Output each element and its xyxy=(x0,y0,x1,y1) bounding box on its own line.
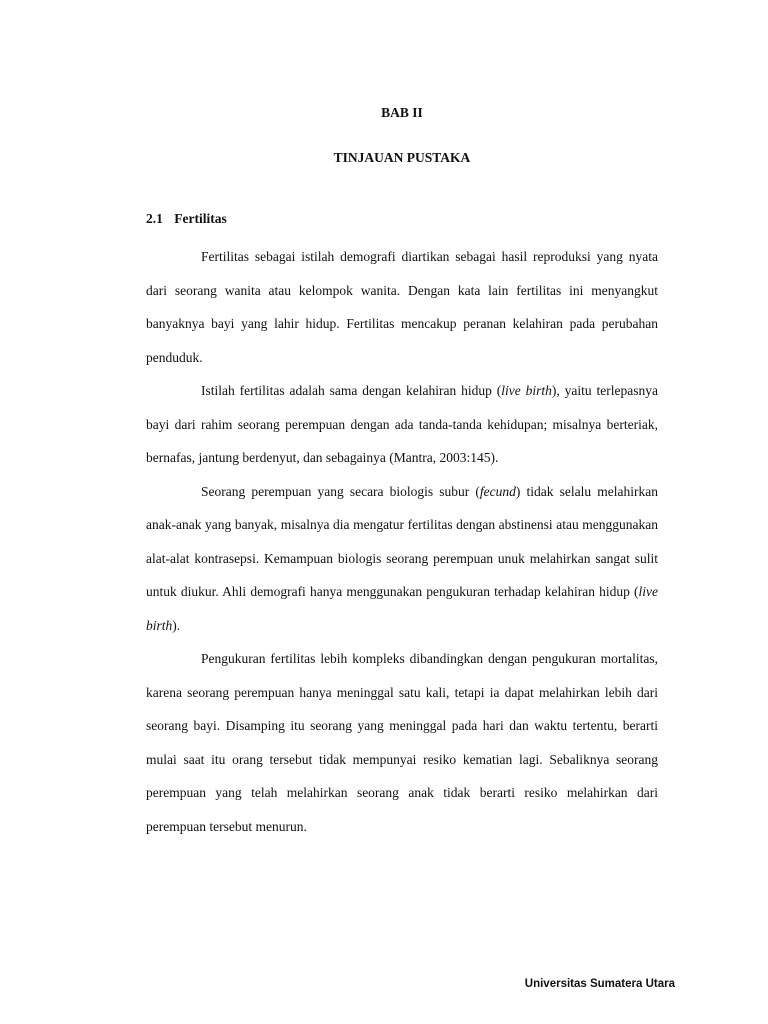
footer-institution: Universitas Sumatera Utara xyxy=(524,978,675,990)
section-number: 2.1 xyxy=(146,211,163,226)
section-title: Fertilitas xyxy=(174,211,227,226)
paragraph-text: Fertilitas sebagai istilah demografi diartikan sebagai hasil reproduksi yang nyata dari seorang wanita atau kelompok wanita. Dengan kata lain fertilitas ini menyangkut banyaknya bayi yang lahir hidup. Fertilitas mencakup peranan kelahiran pada perubahan penduduk. xyxy=(146,249,658,365)
chapter-number: BAB II xyxy=(381,105,423,120)
paragraph-text: ) tidak selalu melahirkan anak-anak yang banyak, misalnya dia mengatur fertilitas dengan abstinensi atau menggunakan alat-alat kontrasepsi. Kemampuan biologis seorang perempuan unuk melahirkan sangat sulit untuk diukur. Ahli demografi hanya menggunakan pengukuran terhadap kelahiran hidup ( xyxy=(146,483,658,599)
italic-term: fecund xyxy=(479,483,516,499)
paragraph-1 xyxy=(146,240,658,374)
italic-term: live birth xyxy=(146,584,658,633)
paragraph-4 xyxy=(146,642,658,843)
paragraph-text: Istilah fertilitas adalah sama dengan kelahiran hidup ( xyxy=(201,383,502,398)
italic-term: live birth xyxy=(501,383,552,398)
paragraph-text: Pengukuran fertilitas lebih kompleks dibandingkan dengan pengukuran mortalitas, karena seorang perempuan hanya meninggal satu kali, tetapi ia dapat melahirkan lebih dari seorang bayi. Disamping itu seorang yang meninggal pada hari dan waktu tertentu, berarti mulai saat itu orang tersebut tidak mempunyai resiko kematian lagi. Sebaliknya seorang perempuan yang telah melahirkan seorang anak tidak berarti resiko melahirkan dari perempuan tersebut menurun. xyxy=(146,651,658,834)
paragraph-text: ), yaitu terlepasnya bayi dari rahim seorang perempuan dengan ada tanda-tanda kehidupan; misalnya berteriak, bernafas, jantung berdenyut, dan sebagainya (Mantra, 2003:145). xyxy=(146,383,658,465)
paragraph-text: ). xyxy=(172,617,181,633)
body-text xyxy=(146,240,658,843)
paragraph-2 xyxy=(146,374,658,475)
paragraph-3 xyxy=(146,475,658,643)
section-heading xyxy=(146,211,227,227)
paragraph-text: Seorang perempuan yang secara biologis subur ( xyxy=(201,483,480,499)
chapter-title: TINJAUAN PUSTAKA xyxy=(333,150,471,165)
